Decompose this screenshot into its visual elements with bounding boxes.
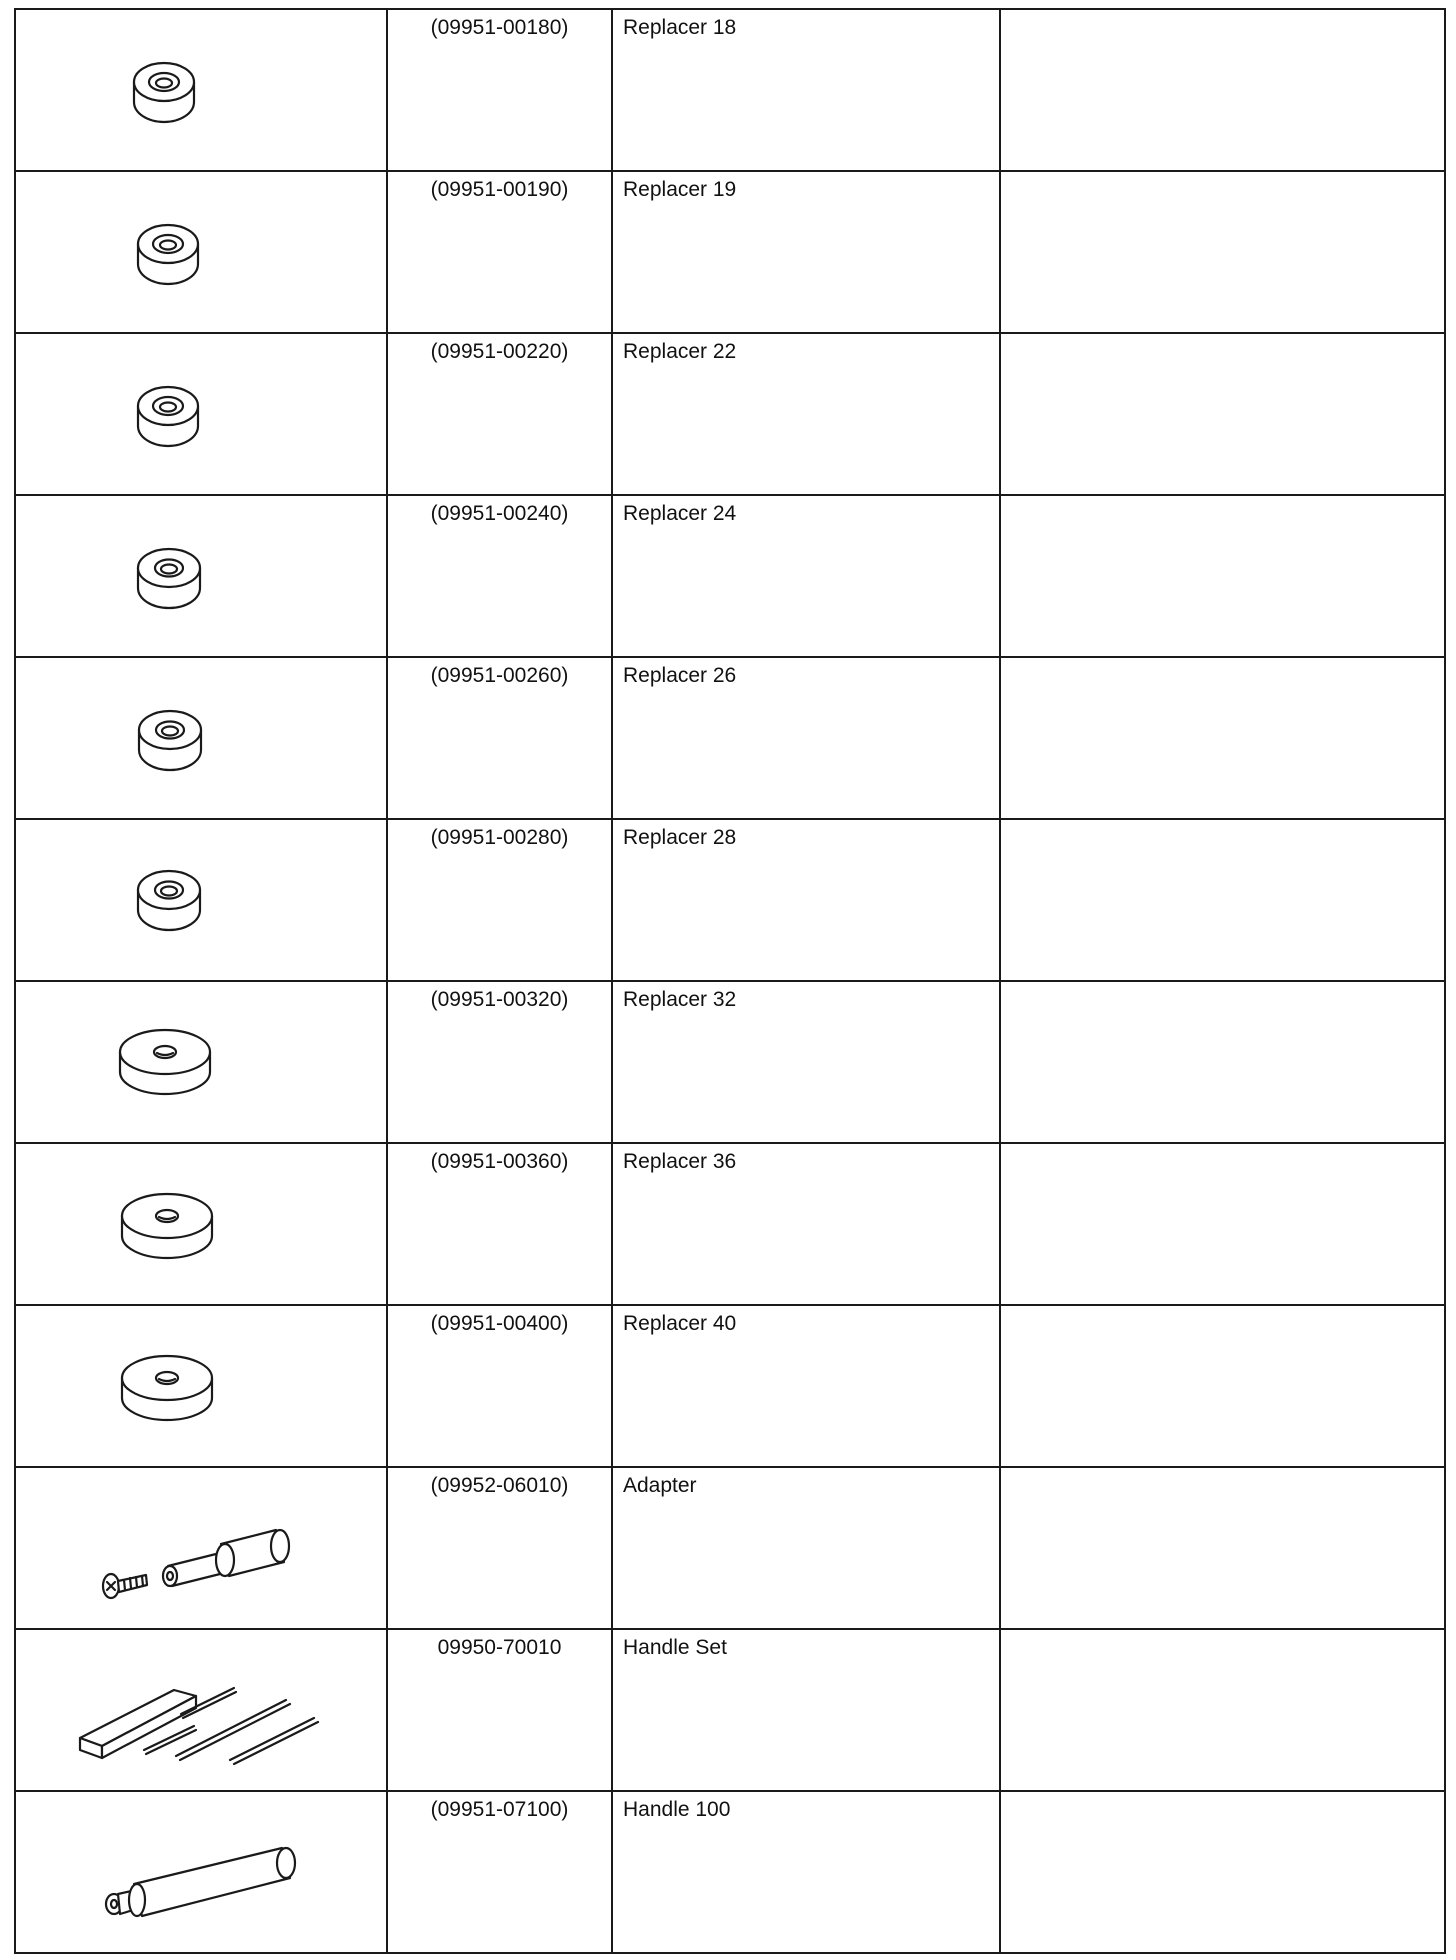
table-row <box>15 1629 1445 1791</box>
table-row <box>15 333 1445 495</box>
tool-illustration-cell <box>15 333 387 495</box>
tool-note <box>1000 171 1445 333</box>
adapter-icon <box>16 1468 388 1628</box>
replacer-disc-icon <box>16 1144 388 1304</box>
tool-illustration-cell <box>15 819 387 981</box>
table-row <box>15 819 1445 981</box>
handle-set-icon <box>16 1630 388 1790</box>
part-number: (09951-00360) <box>387 1143 612 1305</box>
part-number: (09951-00190) <box>387 171 612 333</box>
tool-illustration-cell <box>15 1143 387 1305</box>
tool-note <box>1000 657 1445 819</box>
special-tools-sheet <box>14 8 1444 1952</box>
part-number: (09951-07100) <box>387 1791 612 1953</box>
replacer-ring-icon <box>16 658 388 818</box>
tool-name: Replacer 40 <box>612 1305 1000 1467</box>
replacer-disc-icon <box>16 982 388 1142</box>
tool-illustration-cell <box>15 1629 387 1791</box>
tool-name: Replacer 28 <box>612 819 1000 981</box>
tool-note <box>1000 495 1445 657</box>
tool-illustration-cell <box>15 1467 387 1629</box>
tool-note <box>1000 1791 1445 1953</box>
table-row <box>15 657 1445 819</box>
part-number: (09951-00220) <box>387 333 612 495</box>
tool-note <box>1000 333 1445 495</box>
part-number: (09952-06010) <box>387 1467 612 1629</box>
tool-name: Replacer 32 <box>612 981 1000 1143</box>
tool-name: Replacer 19 <box>612 171 1000 333</box>
tool-note <box>1000 1629 1445 1791</box>
replacer-ring-icon <box>16 820 388 980</box>
part-number: (09951-00180) <box>387 9 612 171</box>
tool-name: Replacer 36 <box>612 1143 1000 1305</box>
part-number: (09951-00400) <box>387 1305 612 1467</box>
tool-name: Replacer 26 <box>612 657 1000 819</box>
table-row <box>15 1143 1445 1305</box>
tool-illustration-cell <box>15 495 387 657</box>
tool-illustration-cell <box>15 657 387 819</box>
replacer-ring-icon <box>16 496 388 656</box>
part-number: (09951-00260) <box>387 657 612 819</box>
table-row <box>15 171 1445 333</box>
tool-illustration-cell <box>15 9 387 171</box>
tool-name: Replacer 24 <box>612 495 1000 657</box>
tool-illustration-cell <box>15 1305 387 1467</box>
replacer-ring-icon <box>16 172 388 332</box>
table-row <box>15 1305 1445 1467</box>
part-number: (09951-00320) <box>387 981 612 1143</box>
tool-name: Replacer 18 <box>612 9 1000 171</box>
tool-note <box>1000 819 1445 981</box>
tool-illustration-cell <box>15 171 387 333</box>
tool-note <box>1000 981 1445 1143</box>
part-number: (09951-00280) <box>387 819 612 981</box>
handle-icon <box>16 1792 388 1952</box>
tool-note <box>1000 9 1445 171</box>
tool-illustration-cell <box>15 981 387 1143</box>
special-tools-table <box>14 8 1446 1954</box>
tool-note <box>1000 1305 1445 1467</box>
tool-name: Handle 100 <box>612 1791 1000 1953</box>
table-row <box>15 1791 1445 1953</box>
replacer-ring-icon <box>16 10 388 170</box>
tool-illustration-cell <box>15 1791 387 1953</box>
tool-note <box>1000 1143 1445 1305</box>
tool-note <box>1000 1467 1445 1629</box>
tool-name: Adapter <box>612 1467 1000 1629</box>
part-number: 09950-70010 <box>387 1629 612 1791</box>
table-row <box>15 9 1445 171</box>
table-row <box>15 1467 1445 1629</box>
tool-name: Handle Set <box>612 1629 1000 1791</box>
part-number: (09951-00240) <box>387 495 612 657</box>
replacer-ring-icon <box>16 334 388 494</box>
tool-name: Replacer 22 <box>612 333 1000 495</box>
table-row <box>15 981 1445 1143</box>
replacer-disc-icon <box>16 1306 388 1466</box>
table-row <box>15 495 1445 657</box>
